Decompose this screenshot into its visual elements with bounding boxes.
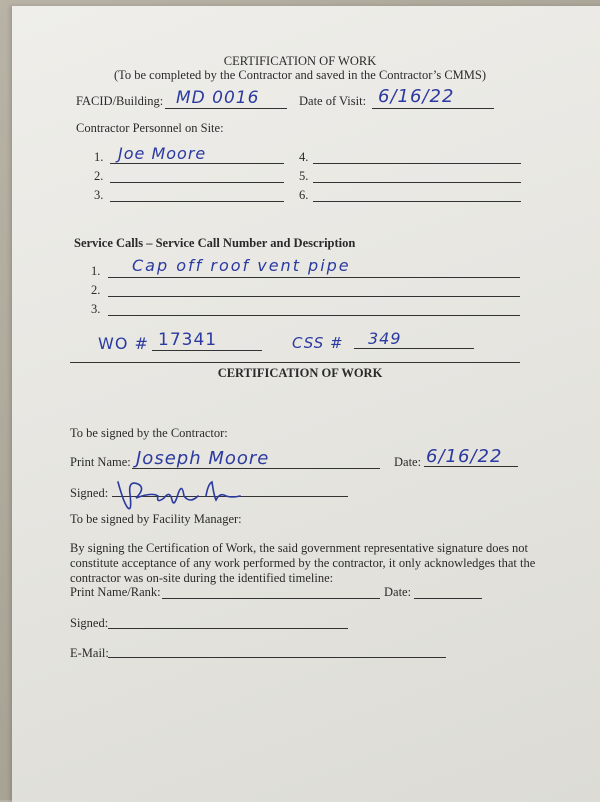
certification-heading: CERTIFICATION OF WORK xyxy=(217,366,383,380)
form-title: CERTIFICATION OF WORK xyxy=(223,54,377,68)
date2-line xyxy=(414,598,482,599)
visit-line xyxy=(372,108,494,109)
personnel-label: Contractor Personnel on Site: xyxy=(76,121,224,135)
service-call-num: 2. xyxy=(91,283,101,297)
contractor-signature-icon xyxy=(112,474,252,514)
personnel-name: Joe Moore xyxy=(118,144,207,163)
css-line xyxy=(354,348,474,349)
css-value: 349 xyxy=(368,329,402,348)
personnel-num: 1. xyxy=(94,150,104,164)
visit-value: 6/16/22 xyxy=(378,86,455,107)
service-call-line xyxy=(108,315,520,316)
wo-label: WO # xyxy=(98,334,149,353)
personnel-line xyxy=(110,182,284,183)
email-line xyxy=(108,657,446,658)
visit-label: Date of Visit: xyxy=(299,94,367,108)
service-call-num: 1. xyxy=(91,264,101,278)
section-divider xyxy=(70,362,520,363)
personnel-line xyxy=(313,182,521,183)
personnel-line xyxy=(313,163,521,164)
service-call-line xyxy=(108,296,520,297)
personnel-num: 4. xyxy=(299,150,309,164)
facility-sign-label: To be signed by Facility Manager: xyxy=(70,512,242,526)
print-name-value: Joseph Moore xyxy=(136,448,270,469)
wo-value: 17341 xyxy=(158,330,218,350)
wo-line xyxy=(152,350,262,351)
personnel-num: 6. xyxy=(299,188,309,202)
signed2-label: Signed: xyxy=(70,616,109,630)
personnel-line xyxy=(110,201,284,202)
personnel-num: 3. xyxy=(94,188,104,202)
signed2-line xyxy=(108,628,348,629)
email-label: E-Mail: xyxy=(70,646,109,660)
print-name-label: Print Name: xyxy=(70,455,131,469)
date-label: Date: xyxy=(394,455,422,469)
personnel-num: 5. xyxy=(299,169,309,183)
service-call-num: 3. xyxy=(91,302,101,316)
service-calls-label: Service Calls – Service Call Number and Description xyxy=(74,236,356,250)
personnel-num: 2. xyxy=(94,169,104,183)
print-rank-label: Print Name/Rank: xyxy=(70,585,161,599)
personnel-line xyxy=(110,163,284,164)
facid-label: FACID/Building: xyxy=(76,94,164,108)
print-rank-line xyxy=(162,598,380,599)
signed-label: Signed: xyxy=(70,486,109,500)
form-subtitle: (To be completed by the Contractor and saved in the Contractor’s CMMS) xyxy=(113,68,487,82)
css-label: CSS # xyxy=(292,334,344,352)
contractor-sign-label: To be signed by the Contractor: xyxy=(70,426,228,440)
facid-line xyxy=(165,108,287,109)
personnel-line xyxy=(313,201,521,202)
date2-label: Date: xyxy=(384,585,412,599)
facid-value: MD 0016 xyxy=(176,88,260,108)
service-call-text: Cap off roof vent pipe xyxy=(132,256,351,275)
date-value: 6/16/22 xyxy=(426,446,503,467)
disclaimer-text: By signing the Certification of Work, the said government representative signature does not constitute acceptance of any work performed by the contractor, it only acknowledges that the contractor was on-site during the identified timeline: xyxy=(70,541,536,585)
service-call-line xyxy=(108,277,520,278)
